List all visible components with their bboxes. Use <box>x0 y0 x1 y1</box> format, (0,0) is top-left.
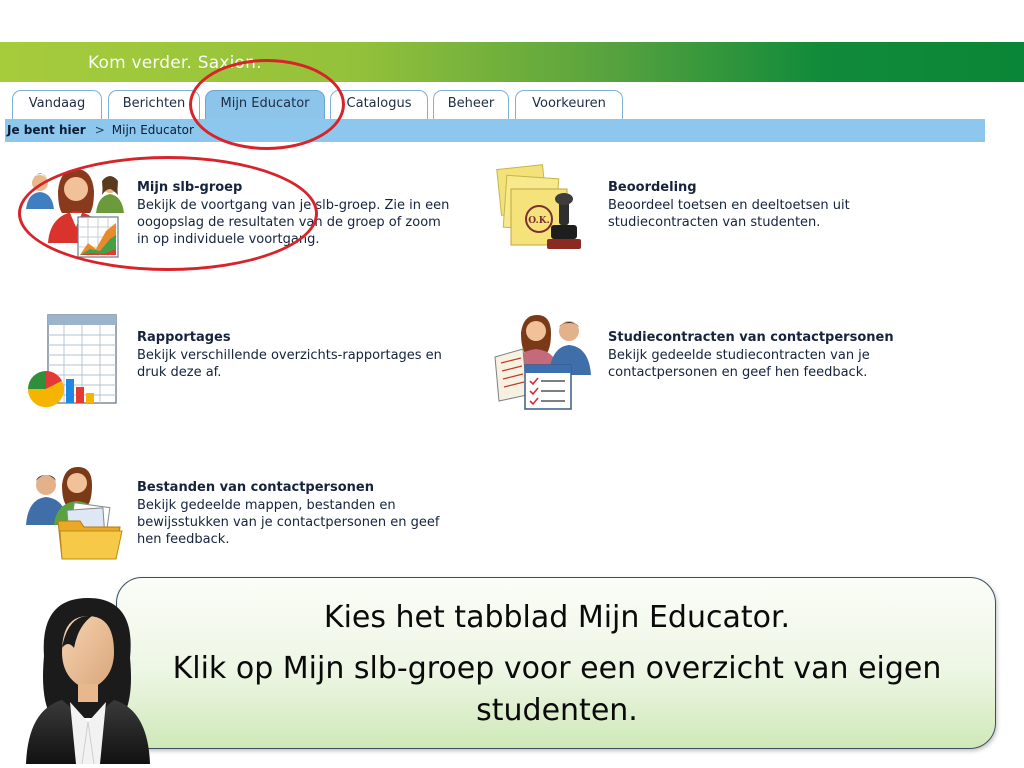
beoordeling-title[interactable]: Beoordeling <box>608 180 697 195</box>
tab-vandaag[interactable]: Vandaag <box>12 90 102 119</box>
banner-slogan: Kom verder. Saxion. <box>88 53 262 73</box>
rapportages-description: Bekijk verschillende overzichts-rapportages en druk deze af. <box>137 348 442 380</box>
report-chart-icon <box>24 313 124 413</box>
breadcrumb-lead: Je bent hier <box>7 123 86 137</box>
tab-mijn-educator[interactable]: Mijn Educator <box>205 90 325 119</box>
breadcrumb-separator: > <box>94 123 105 137</box>
menu-item-studiecontracten[interactable] <box>493 313 923 418</box>
slb-groep-title[interactable]: Mijn slb-groep <box>137 180 243 195</box>
tab-voorkeuren[interactable]: Voorkeuren <box>515 90 623 119</box>
tab-berichten[interactable]: Berichten <box>108 90 200 119</box>
studiecontracten-title[interactable]: Studiecontracten van contactpersonen <box>608 330 894 345</box>
annotation-circle-slb-groep <box>18 156 318 271</box>
breadcrumb <box>5 119 985 142</box>
slb-groep-description: Bekijk de voortgang van je slb-groep. Zie in een oogopslag de resultaten van de groep of zoom in op individuele voortgang. <box>137 198 450 247</box>
tab-catalogus[interactable]: Catalogus <box>330 90 428 119</box>
menu-item-rapportages[interactable] <box>24 313 454 418</box>
people-checklist-icon <box>493 313 593 413</box>
stamp-notes-icon <box>493 163 593 263</box>
annotation-circle-tab <box>189 59 345 150</box>
menu-item-beoordeling[interactable] <box>493 163 913 268</box>
instruction-callout <box>116 577 996 749</box>
bestanden-title[interactable]: Bestanden van contactpersonen <box>137 480 374 495</box>
callout-line-1: Kies het tabblad Mijn Educator. <box>323 600 791 635</box>
assistant-avatar-icon <box>22 596 154 764</box>
rapportages-title[interactable]: Rapportages <box>137 330 231 345</box>
callout-line-2: Klik op Mijn slb-groep voor een overzicht van eigen studenten. <box>172 651 942 728</box>
bestanden-description: Bekijk gedeelde mappen, bestanden en bewijsstukken van je contactpersonen en geef hen feedback. <box>137 498 440 547</box>
people-folder-icon <box>24 463 124 563</box>
tab-beheer[interactable]: Beheer <box>433 90 509 119</box>
beoordeling-description: Beoordeel toetsen en deeltoetsen uit studiecontracten van studenten. <box>608 198 850 230</box>
stamp-text: O.K. <box>528 216 550 226</box>
menu-item-bestanden[interactable] <box>24 463 454 568</box>
header-banner <box>0 42 1024 82</box>
studiecontracten-description: Bekijk gedeelde studiecontracten van je contactpersonen en geef hen feedback. <box>608 348 870 380</box>
breadcrumb-current: Mijn Educator <box>111 123 194 137</box>
